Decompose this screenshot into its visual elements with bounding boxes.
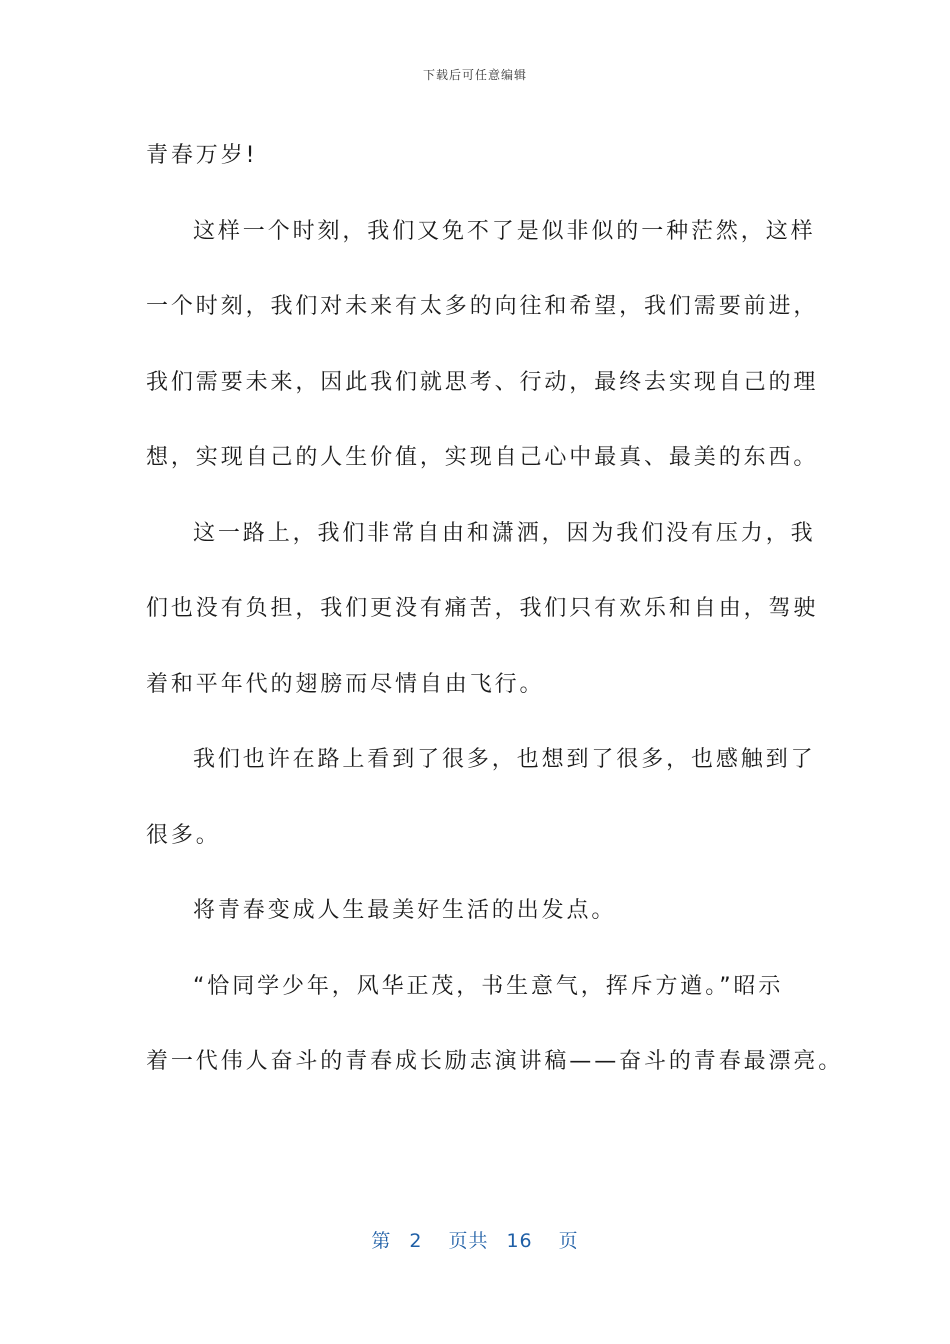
footer-prefix: 第 bbox=[371, 1230, 392, 1252]
text-line: 想，实现自己的人生价值，实现自己心中最真、最美的东西。 bbox=[146, 445, 819, 470]
text-line: 我们也许在路上看到了很多，也想到了很多，也感触到了 bbox=[193, 747, 816, 772]
text-line: 着一代伟人奋斗的青春成长励志演讲稿——奋斗的青春最漂亮。 bbox=[146, 1049, 844, 1074]
total-pages-number: 16 bbox=[506, 1230, 533, 1252]
footer-middle: 页共 bbox=[448, 1230, 489, 1252]
page-number-footer bbox=[0, 1226, 950, 1253]
page-header: 下载后可任意编辑 bbox=[422, 68, 527, 82]
text-line: “恰同学少年，风华正茂，书生意气，挥斥方遒。”昭示 bbox=[193, 973, 784, 999]
footer-suffix: 页 bbox=[558, 1230, 579, 1252]
text-line: 一个时刻，我们对未来有太多的向往和希望，我们需要前进， bbox=[146, 294, 819, 319]
text-line: 我们需要未来，因此我们就思考、行动，最终去实现自己的理 bbox=[146, 369, 819, 395]
text-line: 着和平年代的翅膀而尽情自由飞行。 bbox=[146, 671, 545, 697]
text-line: 将青春变成人生最美好生活的出发点。 bbox=[193, 898, 617, 923]
document-body bbox=[146, 118, 844, 1100]
text-line: 这样一个时刻，我们又免不了是似非似的一种茫然，这样 bbox=[193, 218, 816, 244]
text-line: 们也没有负担，我们更没有痛苦，我们只有欢乐和自由，驾驶 bbox=[146, 596, 819, 621]
text-line: 很多。 bbox=[146, 822, 221, 848]
current-page-number: 2 bbox=[409, 1230, 423, 1252]
text-line: 青春万岁! bbox=[146, 143, 258, 168]
text-line: 这一路上，我们非常自由和潇洒，因为我们没有压力，我 bbox=[193, 520, 816, 546]
